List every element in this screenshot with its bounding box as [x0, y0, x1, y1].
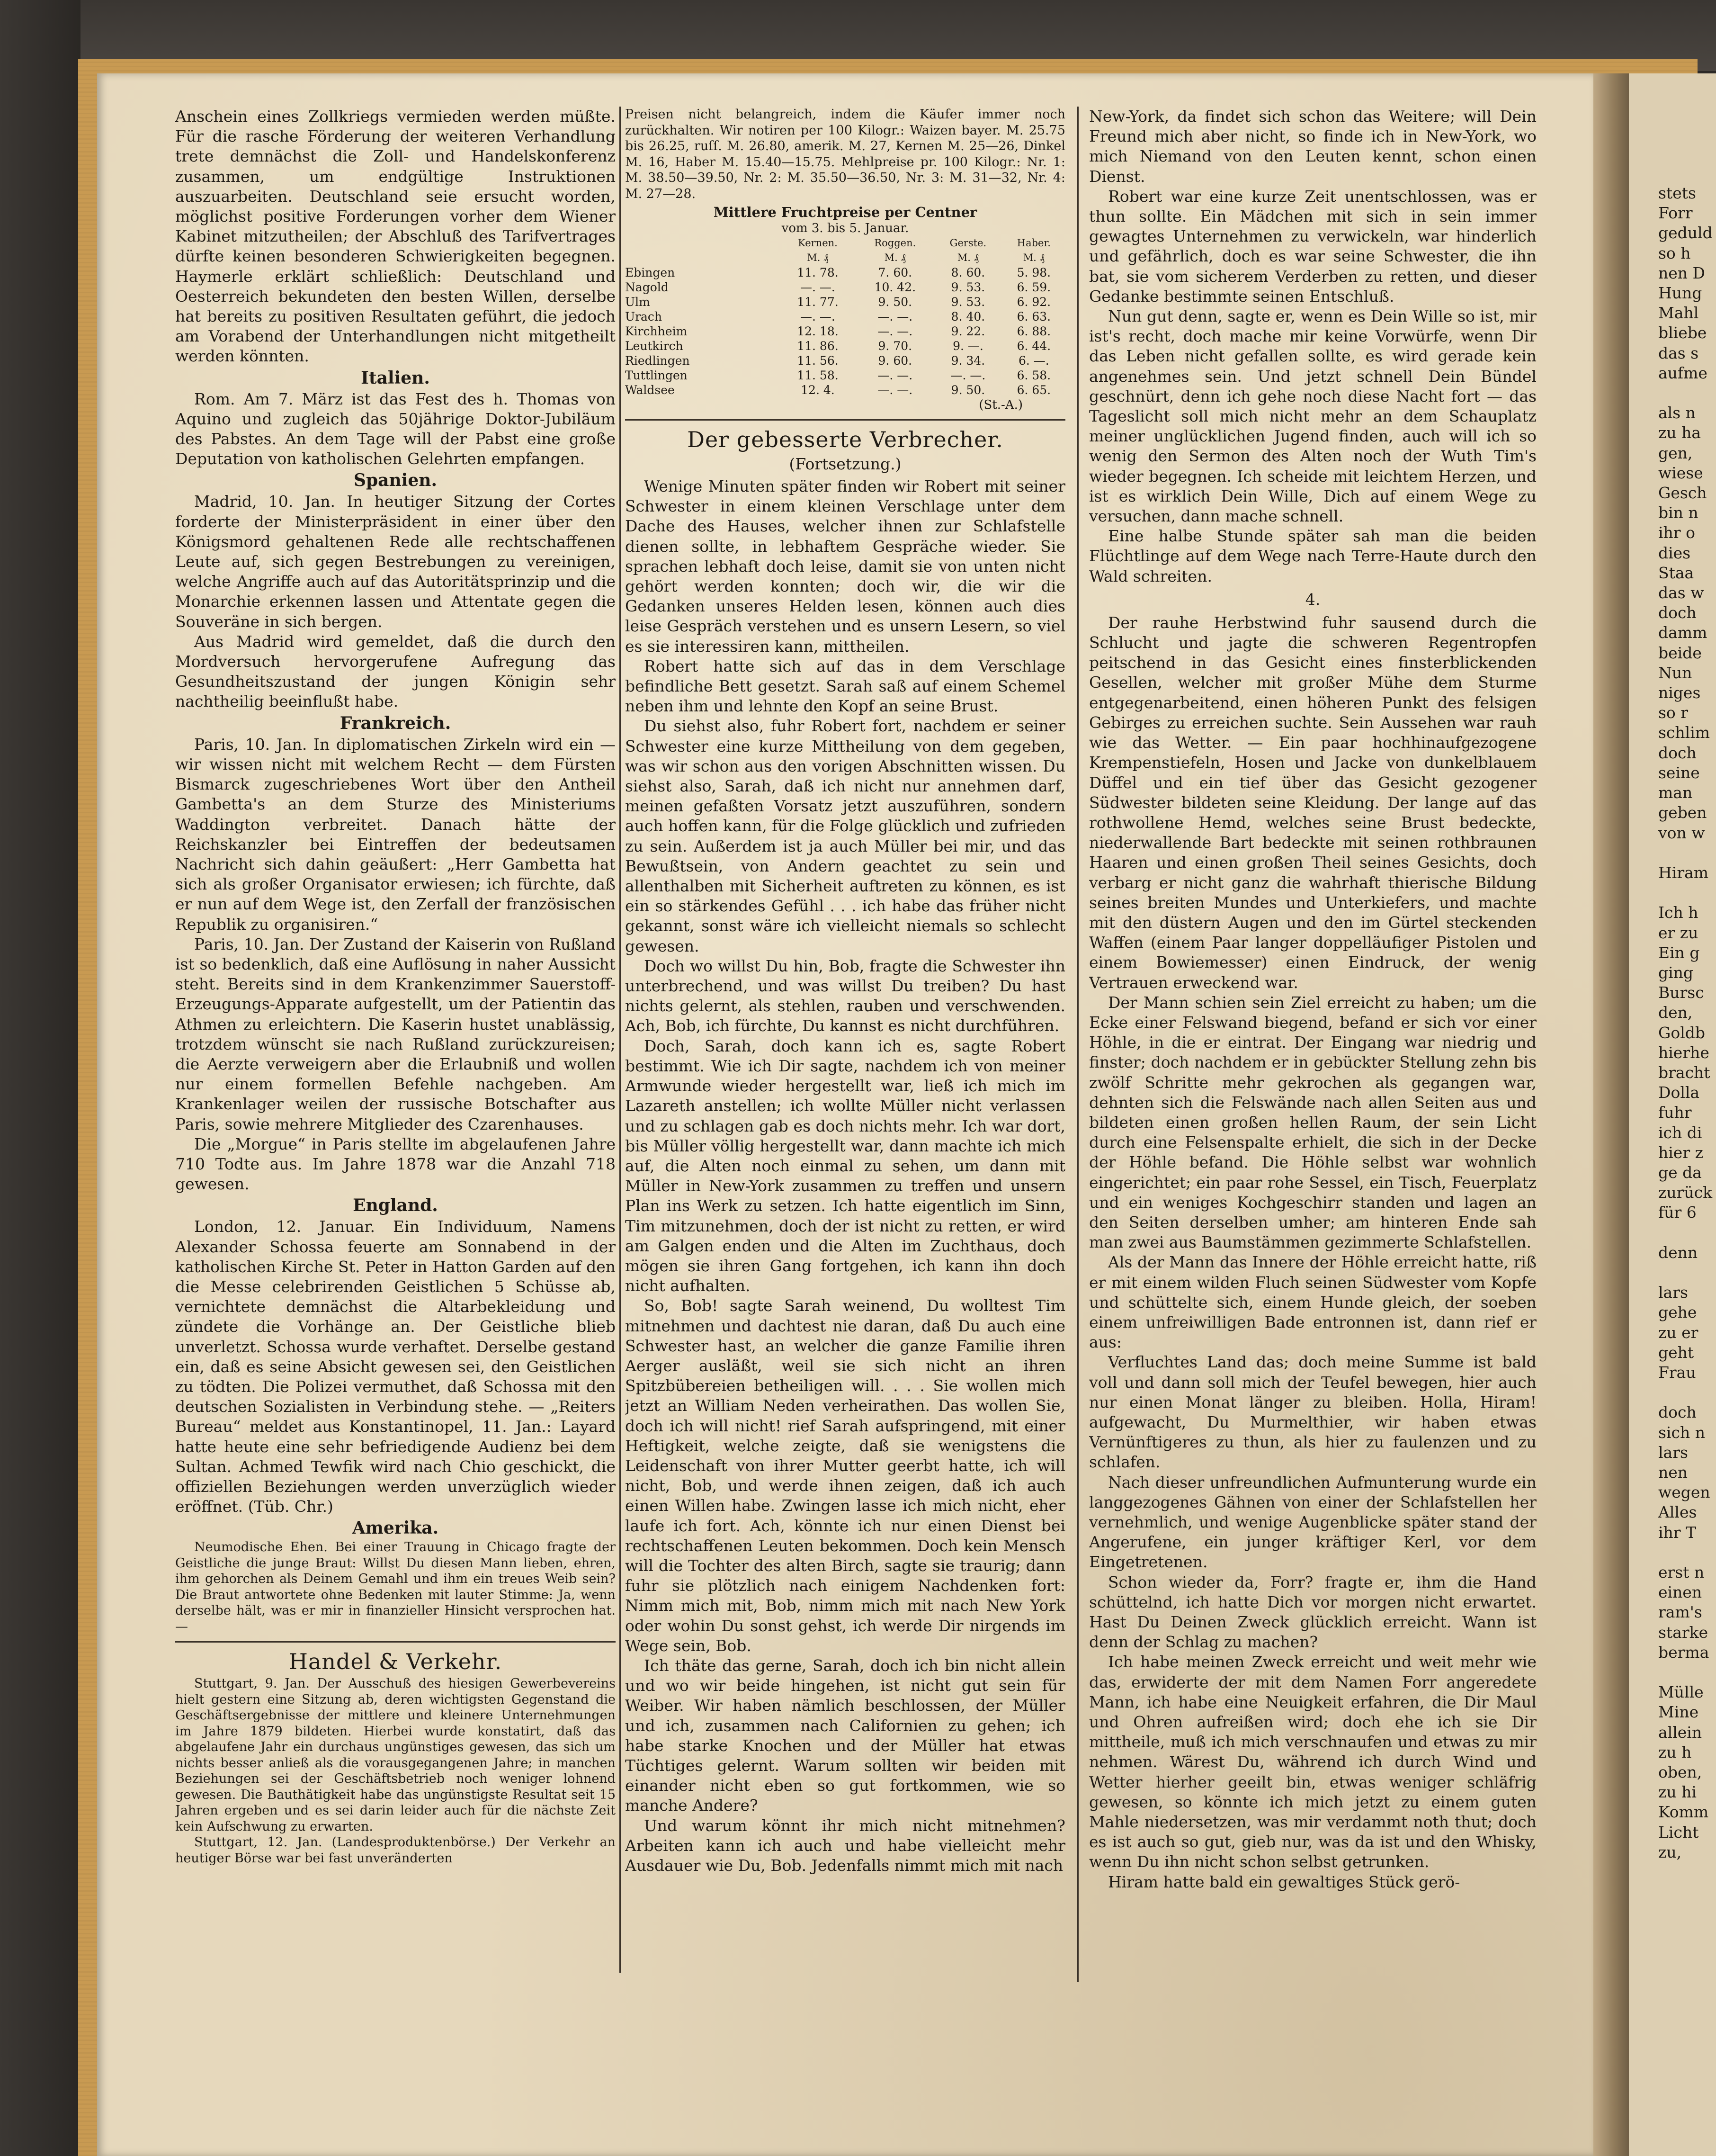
next-page-line: nen	[1658, 1463, 1688, 1482]
value-cell: —. —.	[877, 383, 913, 397]
story-paragraph: Nach dieser unfreundlichen Aufmunterung wurde ein langgezogenes Gähnen von einer der Schlafstellen her vernehmlich, und wenige Augenblicke später stand der Angerufene, ein junger kräftiger Kerl, vor dem Eingetretenen.	[1089, 1473, 1537, 1572]
next-page-line: hierhe	[1658, 1043, 1709, 1062]
town-cell: Riedlingen	[625, 354, 690, 368]
next-page-line: denn	[1658, 1243, 1698, 1262]
next-page-line	[1658, 1383, 1713, 1402]
next-page-line: lars	[1658, 1283, 1688, 1302]
value-cell: —. —.	[877, 310, 913, 323]
value-cell: —. —.	[800, 310, 835, 323]
table-row	[625, 368, 1065, 383]
next-page-line: ihr o	[1658, 523, 1695, 542]
next-page-line: sich n	[1658, 1423, 1705, 1442]
next-page-line: Dolla	[1658, 1083, 1700, 1102]
table-row	[625, 295, 1065, 309]
story-paragraph: New-York, da findet sich schon das Weitere; will Dein Freund mich aber nicht, so finde ich in New-York, wo mich Niemand von den Leuten kennt, schon einen Dienst.	[1089, 107, 1537, 186]
unit-cell: M. ₰	[807, 252, 829, 263]
article-spanien-1: Madrid, 10. Jan. In heutiger Sitzung der Cortes forderte der Ministerpräsident in einer über den Königsmord gehaltenen Rede alle rechtschaffenen Leute auf, sich gegen Bestrebungen zu vereinigen, welche Angriffe auch auf das Autoritätsprinzip und die Monarchie erkennen lassen und Attentate gegen die Souveräne in sich bergen.	[175, 492, 616, 631]
article-england: London, 12. Januar. Ein Individuum, Namens Alexander Schossa feuerte am Sonnabend in der katholischen Kirche St. Peter in Hatton Garden auf den die Messe celebrirenden Geistlichen 5 Schüsse ab, vernichtete demnächst die Altarbekleidung und zündete die Vorhänge an. Der Geistliche blieb unverletzt. Schossa wurde verhaftet. Derselbe gestand ein, daß es seine Absicht gewesen sei, den Geistlichen zu tödten. Die Polizei vermuthet, daß Schossa mit den deutschen Sozialisten in Verbindung stehe. — „Reiters Bureau“ meldet aus Konstantinopel, 11. Jan.: Layard hatte heute eine sehr befriedigende Audienz bei dem Sultan. Achmed Tewfik wird nach Chio geschickt, die offiziellen Beziehungen werden unverzüglich wieder eröffnet. (Tüb. Chr.)	[175, 1217, 616, 1516]
section-heading-spanien: Spanien.	[354, 470, 437, 491]
unit-cell: M. ₰	[884, 252, 906, 263]
next-page-line: fuhr	[1658, 1103, 1692, 1122]
value-cell: 10. 42.	[874, 280, 916, 294]
town-cell: Ebingen	[625, 266, 675, 279]
value-cell: —. —.	[877, 368, 913, 382]
value-cell: 6. —.	[1018, 354, 1049, 368]
next-page-line: Bursc	[1658, 983, 1704, 1002]
next-page-line: für 6	[1658, 1203, 1697, 1222]
story-paragraph: Der Mann schien sein Ziel erreicht zu haben; um die Ecke einer Felswand biegend, befand er sich vor einer Höhle, in die er eintrat. Der Eingang war niedrig und finster; doch nachdem er in gebückter Stellung zehn bis zwölf Schritte mehr gekrochen als gegangen war, dehnten sich die Felswände nach allen Seiten aus und bildeten einen großen hellen Raum, der sein Licht durch eine Felsenspalte erhielt, die sich in der Decke der Höhle befand. Die Höhle selbst war wohnlich eingerichtet; ein paar rohe Sessel, ein Tisch, Feuerplatz und ein weniges Kochgeschirr standen und lagen an den Seiten derselben umher; am hinteren Ende sah man zwei aus Baumstämmen gezimmerte Schlafstellen.	[1089, 993, 1537, 1252]
next-page-line: zu h	[1658, 1743, 1692, 1761]
next-page-line: doch	[1658, 603, 1697, 622]
section-divider	[625, 419, 1065, 421]
value-cell: 9. 53.	[951, 280, 985, 294]
story-paragraph: Ich thäte das gerne, Sarah, doch ich bin nicht allein und wo wir beide hingehen, ist nicht gut sein für Weiber. Wir haben nämlich beschlossen, der Müller und ich, zusammen nach Californien zu gehen; ich habe starke Knochen und der Müller hat etwas Tüchtiges gelernt. Warum sollten wir beiden mit einander nicht eben so gut fortkommen, wie so manche Andere?	[625, 1656, 1065, 1815]
unit-cell: M. ₰	[957, 252, 979, 263]
next-page-line: oben,	[1658, 1763, 1702, 1782]
next-page-line: ge da	[1658, 1163, 1702, 1182]
value-cell: 9. 50.	[951, 383, 985, 397]
table-row	[625, 353, 1065, 368]
value-cell: 11. 56.	[797, 354, 839, 368]
next-page-line: ich di	[1658, 1123, 1702, 1142]
next-page-line: so r	[1658, 703, 1689, 722]
next-page-line: damm	[1658, 623, 1707, 642]
article-amerika: Neumodische Ehen. Bei einer Trauung in Chicago fragte der Geistliche die junge Braut: Willst Du diesen Mann lieben, ehren, ihm gehorchen als Deinem Gemahl und ihm ein treues Weib sein? Die Braut antwortete ohne Bedenken mit lauter Stimme: Ja, wenn derselbe hält, was er mir in finanzieller Hinsicht versprochen hat. —	[175, 1540, 616, 1634]
next-page-line: starke	[1658, 1623, 1708, 1642]
price-table-units	[625, 251, 1065, 265]
article-spanien-2: Aus Madrid wird gemeldet, daß die durch den Mordversuch hervorgerufene Aufregung das Gesundheitszustand der jungen Königin sehr nachtheilig beeinflußt habe.	[175, 632, 616, 711]
next-page-line: ging	[1658, 963, 1694, 982]
story-paragraph: Doch, Sarah, doch kann ich es, sagte Robert bestimmt. Wie ich Dir sagte, nachdem ich von meiner Armwunde wieder hergestellt war, ließ ich mich im Lazareth anstellen; ich wollte Müller nicht verlassen und zu schlagen gab es doch nichts mehr. Ich war dort, bis Müller völlig hergestellt war, dann machte ich mich auf, die Alten noch einmal zu sehen, um dann mit Müller in New-York zusammen zu treffen und unsern Plan ins Werk zu setzen. Ich hatte eigentlich im Sinn, Tim mitzunehmen, doch der ist nicht zu retten, er wird am Galgen enden und die Alten im Zuchthaus, doch mögen sie ihren Gang fortgehen, ich kann ihn doch nicht aufhalten.	[625, 1036, 1065, 1295]
next-page-line	[1658, 1662, 1713, 1682]
value-cell: 11. 86.	[797, 339, 839, 353]
value-cell: 9. 70.	[878, 339, 912, 353]
unit-cell: M. ₰	[1023, 252, 1045, 263]
next-page-line: Mahl	[1658, 304, 1699, 323]
next-page-line: geht	[1658, 1343, 1694, 1362]
next-page-line: geben	[1658, 803, 1707, 822]
next-page-edge	[1629, 73, 1716, 2156]
next-page-line: er zu	[1658, 923, 1698, 942]
next-page-line: Forr	[1658, 204, 1693, 223]
price-source: (St.-A.)	[979, 398, 1023, 412]
value-cell: 7. 60.	[878, 266, 912, 279]
next-page-line	[1658, 1223, 1713, 1243]
town-cell: Ulm	[625, 295, 650, 309]
article-handel-1: Stuttgart, 9. Jan. Der Ausschuß des hiesigen Gewerbevereins hielt gestern eine Sitzung ab, deren wichtigsten Gegenstand die Geschäftsergebnisse der mittlere und kleinere Unternehmungen im Jahre 1879 bildeten. Hierbei wurde konstatirt, daß das abgelaufene Jahr ein durchaus ungünstiges gewesen, das sich um nichts besser anließ als die vorausgegangenen Jahre; in manchen Beziehungen sei der Geschäftsbetrieb noch weniger lohnend gewesen. Die Bauthätigkeit habe das ungünstigste Resultat seit 15 Jahren ergeben und es sei darin leider auch für die nächste Zeit kein Aufschwung zu erwarten.	[175, 1676, 616, 1834]
value-cell: —. —.	[877, 324, 913, 338]
story-paragraph: Der rauhe Herbstwind fuhr sausend durch die Schlucht und jagte die schweren Regentropfen peitschend in das Gesicht eines finsterblickenden Gesellen, welcher mit großer Mühe dem Sturme entgegenarbeitend, einen höheren Punkt des felsigen Gebirges zu erreichen suchte. Sein Aussehen war rauh wie das Wetter. — Ein paar hochhinaufgezogene Krempenstiefeln, Hosen und Jacke von dunkelblauem Düffel und ein tief über das Gesicht gezogener Südwester bildeten seine Kleidung. Der lange auf das rothwollene Hemd, welches seine Brust bedeckte, niederwallende Bart bedeckte mit seinen rothbraunen Haaren und einen großen Theil seines Gesichts, doch verbarg er nicht ganz die wahrhaft thierische Bildung seines breiten Mundes und Unterkiefers, und machte mit den düstern Augen und den im Gürtel steckenden Waffen (einem Paar langer doppelläufiger Pistolen und einem Bowiemesser) einen Eindruck, der wenig Vertrauen erweckend war.	[1089, 613, 1537, 992]
next-page-line: lars	[1658, 1443, 1688, 1462]
article-intro: Anschein eines Zollkriegs vermieden werden müßte. Für die rasche Förderung der weiteren Verhandlung trete demnächst die Zoll- und Handelskonferenz zusammen, um endgültige Instruktionen auszuarbeiten. Deutschland seie ersucht worden, möglichst positive Forderungen vorher dem Wiener Kabinet mitzutheilen; der Abschluß des Tarifvertrages dürfte keinen besonderen Schwierigkeiten begegnen. Haymerle erklärt schließlich: Deutschland und Oesterreich bekundeten den besten Willen, derselbe hat bereits zu positiven Resultaten geführt, die jedoch am Vorabend der Unterhandlungen nicht mitgetheilt werden könnten.	[175, 107, 616, 366]
next-page-line: Hiram	[1658, 863, 1709, 882]
story-paragraph: Und warum könnt ihr mich nicht mitnehmen? Arbeiten kann ich auch und habe vielleicht mehr Ausdauer wie Du, Bob. Jedenfalls nimmt mich mit nach	[625, 1816, 1065, 1875]
article-frankreich-3: Die „Morgue“ in Paris stellte im abgelaufenen Jahre 710 Todte aus. Im Jahre 1878 war die Anzahl 718 gewesen.	[175, 1134, 616, 1194]
header-kernen: Kernen.	[798, 237, 838, 249]
next-page-line: Ein g	[1658, 943, 1700, 962]
town-cell: Nagold	[625, 280, 669, 294]
value-cell: 8. 40.	[951, 310, 985, 323]
value-cell: —. —.	[800, 280, 835, 294]
section-divider	[175, 1641, 616, 1643]
next-page-line: den,	[1658, 1003, 1693, 1022]
next-page-line: zu hi	[1658, 1783, 1697, 1802]
story-paragraph: Robert hatte sich auf das in dem Verschlage befindliche Bett gesetzt. Sarah saß auf einem Schemel neben ihm und lehnte den Kopf an seine Brust.	[625, 656, 1065, 716]
table-row	[625, 339, 1065, 353]
next-page-line: Gesch	[1658, 484, 1707, 503]
town-cell: Leutkirch	[625, 339, 683, 353]
next-page-line	[1658, 1543, 1713, 1563]
value-cell: 12. 18.	[797, 324, 839, 338]
next-page-line: beide	[1658, 643, 1702, 662]
next-page-line	[1658, 383, 1713, 403]
background-left	[0, 0, 80, 2156]
next-page-line	[1658, 843, 1713, 863]
table-row	[625, 383, 1065, 397]
next-page-line: ihr T	[1658, 1523, 1697, 1542]
next-page-line: ram's	[1658, 1603, 1702, 1622]
next-page-line: Alles	[1658, 1503, 1697, 1522]
next-page-line: bin n	[1658, 503, 1698, 522]
next-page-line: man	[1658, 783, 1693, 802]
value-cell: 9. 34.	[951, 354, 985, 368]
next-page-line: schlim	[1658, 723, 1710, 742]
table-row	[625, 280, 1065, 295]
next-page-line: hier z	[1658, 1143, 1703, 1162]
column-2	[625, 107, 1065, 2001]
next-page-line: Licht	[1658, 1823, 1699, 1842]
next-page-line: einen	[1658, 1583, 1702, 1602]
next-page-line: Goldb	[1658, 1023, 1706, 1042]
page-gutter	[1593, 73, 1629, 2156]
next-page-line	[1658, 1263, 1713, 1283]
value-cell: 12. 4.	[801, 383, 835, 397]
next-page-line: aufme	[1658, 363, 1707, 382]
value-cell: 6. 44.	[1017, 339, 1051, 353]
next-page-line: das s	[1658, 343, 1699, 362]
next-page-line: seine	[1658, 763, 1700, 782]
story-paragraph: Du siehst also, fuhr Robert fort, nachdem er seiner Schwester eine kurze Mittheilung von dem gegeben, was wir schon aus den vorigen Abschnitten wissen. Du siehst also, Sarah, daß ich nicht nur annehmen darf, meinen gefaßten Vorsatz jetzt auszuführen, sondern auch hoffen kann, für die Folge glücklich und zufrieden zu sein. Außerdem ist ja auch Müller bei mir, und das Bewußtsein, von Andern geachtet zu sein und allenthalben mit Sicherheit auftreten zu können, es ist ein so stärkendes Gefühl . . . ich habe das früher nicht gekannt, sonst wäre ich vielleicht niemals so schlecht gewesen.	[625, 717, 1065, 955]
section-heading-frankreich: Frankreich.	[340, 713, 451, 733]
town-cell: Waldsee	[625, 383, 675, 397]
value-cell: 9. 60.	[878, 354, 912, 368]
column-rule-1	[619, 107, 621, 1973]
next-page-line: dies	[1658, 543, 1691, 562]
value-cell: 11. 78.	[797, 266, 839, 279]
value-cell: 11. 58.	[797, 368, 839, 382]
price-table-header	[625, 236, 1065, 251]
header-roggen: Roggen.	[874, 237, 916, 249]
value-cell: 6. 59.	[1017, 280, 1051, 294]
story-paragraph: Hiram hatte bald ein gewaltiges Stück gerö-	[1108, 1872, 1460, 1891]
section-heading-italien: Italien.	[361, 368, 430, 388]
price-table-subtitle: vom 3. bis 5. Januar.	[781, 221, 909, 235]
section-heading-handel: Handel & Verkehr.	[288, 1649, 502, 1675]
story-paragraph: Wenige Minuten später finden wir Robert mit seiner Schwester in einem kleinen Verschlage unter dem Dache des Hauses, welcher ihnen zur Schlafstelle dienen sollte, in lebhaftem Gespräche wieder. Sie sprachen lebhaft doch leise, damit sie von unten nicht gehört werden konnten; doch wir, die wir die Gedanken unseres Helden lesen, können auch dies leise Gespräch verstehen und es unsern Lesern, so viel es sie interessiren kann, mittheilen.	[625, 477, 1065, 656]
value-cell: 9. 50.	[878, 295, 912, 309]
next-page-line: niges	[1658, 683, 1701, 702]
next-page-line: gen,	[1658, 443, 1693, 462]
chapter-number: 4.	[1305, 590, 1321, 609]
story-paragraph: Schon wieder da, Forr? fragte er, ihm die Hand schüttelnd, ich hatte Dich vor morgen nicht erwartet. Hast Du Deinen Zweck glücklich erreicht. Wann ist denn der Schlag zu machen?	[1089, 1572, 1537, 1652]
article-frankreich-1: Paris, 10. Jan. In diplomatischen Zirkeln wird ein — wir wissen nicht mit welchem Recht — dem Fürsten Bismarck zugeschriebenes Wort über den Antheil Gambetta's an dem Sturze des Ministeriums Waddington verbreitet. Danach hätte der Reichskanzler bei Eintreffen der bedeutsamen Nachricht sich dahin geäußert: „Herr Gambetta hat sich als großer Organisator erwiesen; ich fürchte, daß er nun auf dem Wege ist, den Zerfall der französischen Republik zu organisiren.“	[175, 735, 616, 934]
town-cell: Kirchheim	[625, 324, 688, 338]
next-page-line: bracht	[1658, 1063, 1710, 1082]
story-paragraph: Eine halbe Stunde später sah man die beiden Flüchtlinge auf dem Wege nach Terre-Haute durch den Wald schreiten.	[1089, 527, 1537, 585]
article-frankreich-2: Paris, 10. Jan. Der Zustand der Kaiserin von Rußland ist so bedenklich, daß eine Auflösung in naher Aussicht steht. Bereits sind in dem Krankenzimmer Sauerstoff-Erzeugungs-Apparate aufgestellt, um der Patientin das Athmen zu erleichtern. Die Kaserin hustet unablässig, trotzdem wünscht sie nach Rußland zurückzureisen; die Aerzte verweigern aber die Erlaubniß und wollen nur einem formellen Befehle nachgeben. Am Krankenlager weilen der russische Botschafter aus Paris, sowie mehrere Mitglieder des Czarenhauses.	[175, 934, 616, 1133]
next-page-line: von w	[1658, 823, 1705, 842]
story-subtitle: (Fortsetzung.)	[789, 455, 902, 473]
value-cell: 6. 58.	[1017, 368, 1051, 382]
value-cell: 9. —.	[953, 339, 983, 353]
value-cell: 9. 53.	[951, 295, 985, 309]
header-gerste: Gerste.	[949, 237, 987, 249]
column-rule-2	[1077, 107, 1079, 1982]
price-table-title: Mittlere Fruchtpreise per Centner	[713, 204, 977, 220]
story-title: Der gebesserte Verbrecher.	[687, 427, 1003, 452]
story-paragraph: Als der Mann das Innere der Höhle erreicht hatte, riß er mit einem wilden Fluch seinen Südwester vom Kopfe und schüttelte sich, einem Hunde gleich, der soeben einem unfreiwilligen Bade entronnen ist, dann rief er aus:	[1089, 1253, 1537, 1352]
next-page-line: Nun	[1658, 663, 1692, 682]
next-page-line: wiese	[1658, 463, 1703, 482]
next-page-line: Mülle	[1658, 1683, 1704, 1702]
next-page-line: erst n	[1658, 1563, 1705, 1582]
value-cell: 6. 63.	[1017, 310, 1051, 323]
table-row	[625, 324, 1065, 339]
article-handel-2: Stuttgart, 12. Jan. (Landesproduktenbörse.) Der Verkehr an heutiger Börse war bei fast unveränderten	[175, 1835, 616, 1866]
story-paragraph: Doch wo willst Du hin, Bob, fragte die Schwester ihn unterbrechend, und was willst Du treiben? Du hast nichts gelernt, als stehlen, rauben und verschwenden. Ach, Bob, ich fürchte, Du kannst es nicht durchführen.	[625, 956, 1065, 1035]
next-page-line: geduld	[1658, 224, 1713, 243]
article-preisen: Preisen nicht belangreich, indem die Käufer immer noch zurückhalten. Wir notiren per 100 Kilogr.: Waizen bayer. M. 25.75 bis 26.25, ruſſ. M. 26.80, amerik. M. 27, Kernen M. 25—26, Dinkel M. 16, Haber M. 15.40—15.75. Mehlpreise pr. 100 Kilogr.: Nr. 1: M. 38.50—39.50, Nr. 2: M. 35.50—36.50, Nr. 3: M. 31—32, Nr. 4: M. 27—28.	[625, 107, 1065, 201]
section-heading-england: England.	[353, 1195, 438, 1216]
value-cell: 6. 88.	[1017, 324, 1051, 338]
next-page-line: zu ha	[1658, 423, 1701, 442]
next-page-line: Komm	[1658, 1803, 1709, 1822]
next-page-line: so h	[1658, 243, 1691, 262]
next-page-line: Hung	[1658, 284, 1702, 303]
section-heading-amerika: Amerika.	[352, 1518, 439, 1538]
next-page-line: bliebe	[1658, 323, 1707, 342]
next-page-line: stets	[1658, 184, 1696, 202]
next-page-line: zu,	[1658, 1842, 1682, 1861]
column-3	[1089, 107, 1537, 2001]
value-cell: 6. 92.	[1017, 295, 1051, 309]
next-page-line: berma	[1658, 1643, 1709, 1662]
header-haber: Haber.	[1017, 237, 1051, 249]
next-page-line: Mine	[1658, 1703, 1699, 1722]
value-cell: —. —.	[950, 368, 986, 382]
next-page-line: als n	[1658, 404, 1696, 422]
value-cell: 6. 65.	[1017, 383, 1051, 397]
next-page-line: nen D	[1658, 263, 1705, 282]
value-cell: 8. 60.	[951, 266, 985, 279]
value-cell: 11. 77.	[797, 295, 839, 309]
town-cell: Urach	[625, 310, 662, 323]
next-page-line: Staa	[1658, 563, 1694, 582]
next-page-line: zurück	[1658, 1183, 1713, 1202]
story-paragraph: So, Bob! sagte Sarah weinend, Du wolltest Tim mitnehmen und dachtest nie daran, daß Du auch eine Schwester hast, an welcher die ganze Familie ihren Aerger ausläßt, weil sie sich nicht an ihren Spitzbübereien betheiligen will. . . . Sie wollen mich jetzt an William Neden verheirathen. Das wollen Sie, doch ich will nicht! rief Sarah aufspringend, mit einer Heftigkeit, welche zeigte, daß sie wenigstens die Leidenschaft von ihrer Mutter geerbt hatte, ich will nicht, Bob, und werde ihnen zeigen, daß ich auch einen Willen habe. Zwingen lasse ich mich nicht, eher laufe ich fort. Ach, könnte ich nur einen Dienst bei rechtschaffenen Leuten bekommen. Doch kein Mensch will die Tochter des alten Birch, sagte sie traurig; dann fuhr sie plötzlich nach einigem Nachdenken fort: Nimm mich mit, Bob, nimm mich mit nach New York oder wohin Du sonst gehst, ich werde Dir nirgends im Wege sein, Bob.	[625, 1296, 1065, 1655]
next-page-line: wegen	[1658, 1483, 1710, 1502]
column-1	[175, 107, 616, 2001]
value-cell: 9. 22.	[951, 324, 985, 338]
next-page-line: gehe	[1658, 1303, 1697, 1322]
next-page-line: Frau	[1658, 1363, 1696, 1382]
next-page-line: Ich h	[1658, 903, 1698, 922]
next-page-line: das w	[1658, 584, 1704, 602]
next-page-line: allein	[1658, 1723, 1702, 1742]
value-cell: 5. 98.	[1017, 266, 1051, 279]
story-paragraph: Nun gut denn, sagte er, wenn es Dein Wille so ist, mir ist's recht, doch mache mir keine Vorwürfe, wenn Dir das Leben nicht gefallen sollte, es wird gerade kein angenehmes sein. Und jetzt schnell Dein Bündel geschnürt, denn ich gehe noch diese Nacht fort — das Tageslicht soll mich nicht mehr an dem Schauplatz meiner unglücklichen Jugend finden, auch will ich so wenig den Sermon des Alten noch der Wuth Tim's wieder begegnen. Ich scheide mit leichtem Herzen, und ist es wirklich Dein Wille, Dich auf einem Wege zu versuchen, dann mache schnell.	[1089, 307, 1537, 526]
story-paragraph: Verfluchtes Land das; doch meine Summe ist bald voll und dann soll mich der Teufel bewegen, hier auch nur einen Monat länger zu bleiben. Holla, Hiram! aufgewacht, Du Murmelthier, wir haben etwas Vernünftigeres zu thun, als hier zu faulenzen und zu schlafen.	[1089, 1353, 1537, 1472]
story-paragraph: Ich habe meinen Zweck erreicht und weit mehr wie das, erwiderte der mit dem Namen Forr angeredete Mann, ich habe eine Neuigkeit erfahren, die Dir Maul und Ohren aufreißen wird; doch ehe ich sie Dir mittheile, muß ich mich verschnaufen und etwas zu mir nehmen. Wärest Du, während ich durch Wind und Wetter hierher geeilt bin, etwas weniger schläfrig gewesen, so könnte ich mich jetzt zu einem guten Mahle niedersetzen, was mir verdammt noth thut; doch es ist auch so gut, gieb nur, was da ist und den Whisky, wenn Du ihn nicht schon selbst getrunken.	[1089, 1653, 1537, 1871]
next-page-line	[1658, 883, 1713, 903]
price-table	[625, 236, 1065, 397]
next-page-line: doch	[1658, 1403, 1697, 1422]
next-page-lines	[1658, 183, 1713, 1862]
table-row	[625, 265, 1065, 280]
town-cell: Tuttlingen	[625, 368, 688, 382]
story-paragraph: Robert war eine kurze Zeit unentschlossen, was er thun sollte. Ein Mädchen mit sich in sein immer gewagtes Unternehmen zu verwickeln, war hinderlich und gefährlich, doch es war seine Schwester, die ihn bat, sie vom sicherem Verderben zu retten, und dieser Gedanke bestimmte seinen Entschluß.	[1089, 187, 1537, 305]
next-page-line: doch	[1658, 743, 1697, 762]
article-italien: Rom. Am 7. März ist das Fest des h. Thomas von Aquino und zugleich das 50jährige Doktor-Jubiläum des Pabstes. An dem Tage will der Pabst eine große Deputation von katholischen Gelehrten empfangen.	[175, 389, 616, 468]
table-row	[625, 309, 1065, 324]
next-page-line: zu er	[1658, 1323, 1698, 1342]
